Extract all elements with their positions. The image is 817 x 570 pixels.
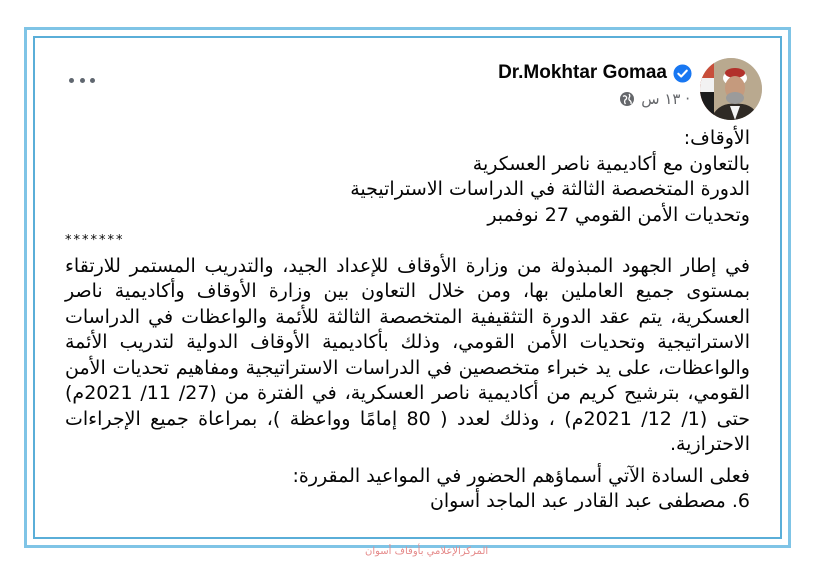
avatar-image [700, 58, 762, 120]
author-name[interactable]: Dr.Mokhtar Gomaa [498, 62, 667, 83]
watermark-text: المركزالإعلامي بأوقاف أسوان [365, 546, 489, 557]
post-separator: ******* [65, 233, 125, 248]
verified-badge-icon [673, 64, 692, 83]
post-line: الدورة المتخصصة الثالثة في الدراسات الاستراتيجية [350, 178, 750, 200]
post-card [33, 36, 782, 539]
post-line: 6. مصطفى عبد القادر عبد الماجد أسوان [429, 490, 750, 512]
author-avatar[interactable] [700, 58, 762, 120]
post-line: وتحديات الأمن القومي 27 نوفمبر [487, 203, 750, 226]
post-timestamp[interactable]: ١٣ س · [641, 90, 690, 108]
post-paragraph: في إطار الجهود المبذولة من وزارة الأوقاف للإعداد الجيد، والتدريب المستمر للارتقاء بمستوى جميع العاملين بها، ومن خلال التعاون بين وزارة الأوقاف وأكاديمية ناصر العسكرية، يتم عقد الدورة التثقيفية المتخصصة الثالثة للأئمة والواعظات في الدراسات الاستراتيجية وتحديات الأمن القومي، وذلك بأكاديمية الأوقاف الدولية لتدريب الأئمة والواعظات، على يد خبراء متخصصين في الدراسات الاستراتيجية ومفاهيم تحديات الأمن القومي، بترشيح كريم من أكاديمية ناصر العسكرية، في الفترة من (27/ 11/ 2021م) حتى (1/ 12/ 2021م) ، وذلك لعدد ( 80 إمامًا وواعظة )، بمراعاة جميع الإجراءات الاحترازية. [65, 254, 750, 455]
post-meta [619, 90, 690, 108]
post-line: بالتعاون مع أكاديمية ناصر العسكرية [472, 152, 750, 175]
more-options-icon[interactable] [69, 76, 95, 84]
post-line: فعلى السادة الآتي أسماؤهم الحضور في المواعيد المقررة: [292, 464, 750, 487]
post-text [65, 126, 750, 515]
post-line: الأوقاف: [683, 127, 750, 149]
globe-icon [619, 91, 635, 107]
post-author [498, 62, 692, 84]
